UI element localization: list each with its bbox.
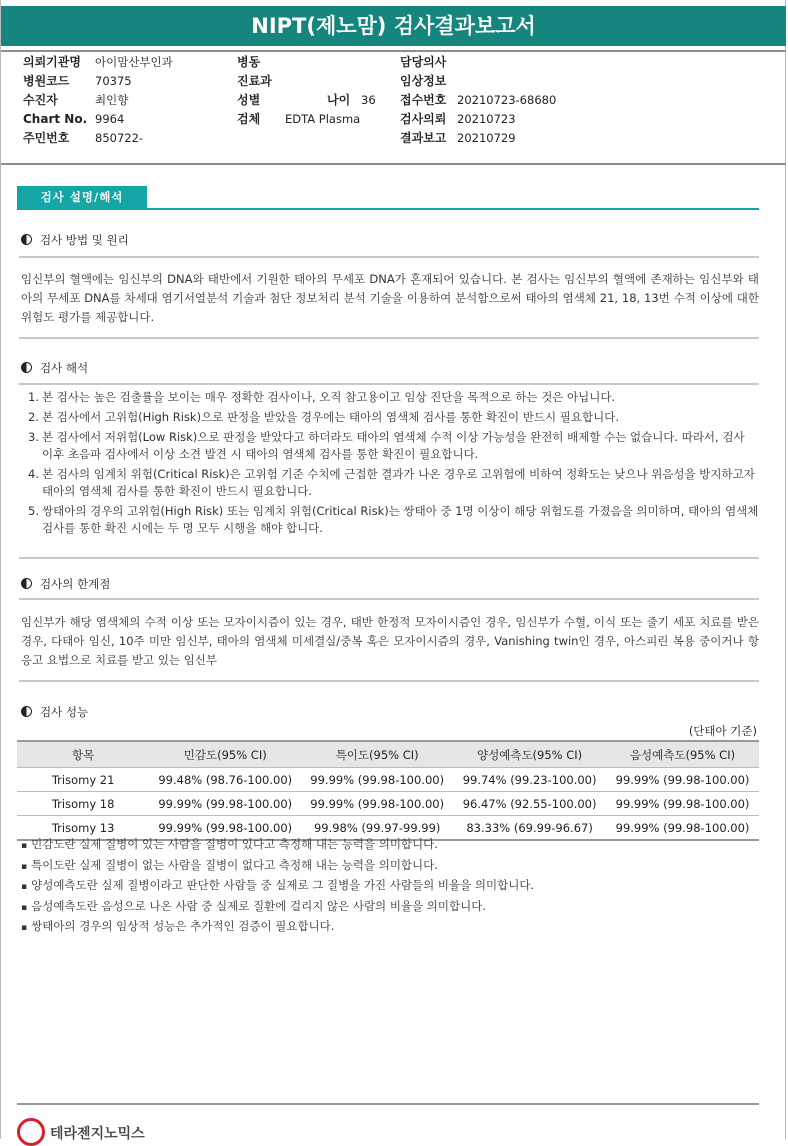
column-header: 음성예측도(95% CI) — [606, 741, 759, 768]
value-request-date: 20210723 — [457, 112, 516, 126]
header-bottom-rule — [1, 163, 786, 165]
list-item-number: 4. — [28, 467, 39, 481]
label-resident-no: 주민번호 — [23, 131, 70, 145]
note-item: ▪ 민감도란 실제 질병이 있는 사람을 질병이 있다고 측정해 내는 능력을 의미합니다. — [21, 835, 534, 856]
list-item-number: 2. — [28, 410, 39, 424]
note-item: ▪ 쌍태아의 경우의 임상적 성능은 추가적인 검증이 필요합니다. — [21, 917, 534, 938]
value-hospital-code: 70375 — [95, 74, 132, 88]
list-item — [21, 503, 759, 537]
label-hospital-code: 병원코드 — [23, 74, 70, 88]
header-col-2 — [237, 53, 376, 129]
table-cell: 99.98% (99.97-99.99) — [301, 816, 453, 841]
list-item-number: 1. — [28, 390, 39, 404]
label-request-date: 검사의뢰 — [400, 112, 447, 126]
label-specimen: 검체 — [237, 112, 261, 126]
label-age: 나이 — [327, 93, 351, 107]
table-row — [17, 768, 759, 792]
interpretation-heading-text: 검사 해석 — [40, 361, 89, 375]
table-cell: Trisomy 13 — [17, 816, 149, 841]
table-header-row — [17, 741, 759, 768]
list-item — [21, 466, 759, 500]
value-receipt-no: 20210723-68680 — [457, 93, 557, 107]
performance-notes — [21, 835, 534, 938]
table-cell: Trisomy 18 — [17, 792, 149, 816]
note-item: ▪ 양성예측도란 실제 질병이라고 판단한 사람들 중 실제로 그 질병을 가진 사람들의 비율을 의미합니다. — [21, 876, 534, 897]
value-hospital: 아이맘산부인과 — [95, 55, 173, 69]
section-tab: 검사 설명/해석 — [17, 186, 147, 208]
label-doctor: 담당의사 — [400, 55, 447, 69]
table-cell: 99.99% (99.98-100.00) — [606, 816, 759, 841]
performance-heading — [21, 704, 88, 720]
label-patient: 수진자 — [23, 93, 58, 107]
section-tab-rule — [17, 208, 759, 210]
list-item — [21, 409, 759, 426]
value-chart-no: 9964 — [95, 112, 125, 126]
table-cell: 99.48% (98.76-100.00) — [149, 768, 301, 792]
divider — [19, 256, 759, 258]
performance-table — [17, 740, 759, 841]
list-item-text: 본 검사는 높은 검출률을 보이는 매우 정확한 검사이나, 오직 참고용이고 임상 진단을 목적으로 하는 것은 아닙니다. — [42, 390, 616, 404]
table-cell: 99.99% (99.98-100.00) — [606, 792, 759, 816]
list-item-number: 5. — [28, 504, 39, 518]
method-heading-text: 검사 방법 및 원리 — [40, 233, 129, 247]
table-cell: Trisomy 21 — [17, 768, 149, 792]
list-item — [21, 389, 759, 406]
table-cell: 99.99% (99.98-100.00) — [606, 768, 759, 792]
table-cell: 99.99% (99.98-100.00) — [149, 816, 301, 841]
unit-note: (단태아 기준) — [688, 724, 757, 738]
table-cell: 99.99% (99.98-100.00) — [149, 792, 301, 816]
label-clinical-info: 임상정보 — [400, 74, 447, 88]
column-header: 민감도(95% CI) — [149, 741, 301, 768]
table-cell: 99.99% (99.98-100.00) — [301, 792, 453, 816]
value-report-date: 20210729 — [457, 131, 516, 145]
column-header: 양성예측도(95% CI) — [453, 741, 606, 768]
half-circle-icon — [21, 362, 32, 373]
list-item-text: 쌍태아의 경우의 고위험(High Risk) 또는 임계치 위험(Critical Risk)는 쌍태아 중 1명 이상이 해당 위험도를 가졌음을 의미하며, 태아의 염색체 검사를 통한 확진 시에는 두 명 모두 시행을 해야 합니다. — [42, 504, 759, 535]
note-item: ▪ 특이도란 실제 질병이 없는 사람을 질병이 없다고 측정해 내는 능력을 의미합니다. — [21, 856, 534, 877]
table-cell: 99.99% (99.98-100.00) — [301, 768, 453, 792]
header-top-rule — [1, 50, 786, 52]
list-item-text: 본 검사에서 저위험(Low Risk)으로 판정을 받았다고 하더라도 태아의 염색체 수적 이상 가능성을 완전히 배제할 수는 없습니다. 따라서, 검사 이후 초음파 검사에서 이상 소견 발견 시 태아의 염색체 검사를 통한 확진이 필요합니다. — [42, 430, 745, 461]
table-cell: 99.74% (99.23-100.00) — [453, 768, 606, 792]
company-logo-icon — [17, 1118, 45, 1146]
interpretation-list — [21, 389, 759, 540]
label-receipt-no: 접수번호 — [400, 93, 447, 107]
half-circle-icon — [21, 234, 32, 245]
column-header: 항목 — [17, 741, 149, 768]
half-circle-icon — [21, 706, 32, 717]
list-item-text: 본 검사에서 고위험(High Risk)으로 판정을 받았을 경우에는 태아의 염색체 검사를 통한 확진이 반드시 필요합니다. — [42, 410, 619, 424]
half-circle-icon — [21, 578, 32, 589]
table-cell: 83.33% (69.99-96.67) — [453, 816, 606, 841]
interpretation-heading — [21, 360, 88, 376]
value-patient: 최인향 — [95, 93, 129, 107]
list-item-number: 3. — [28, 430, 39, 444]
table-cell: 96.47% (92.55-100.00) — [453, 792, 606, 816]
report-title: NIPT(제노맘) 검사결과보고서 — [1, 6, 786, 46]
label-ward: 병동 — [237, 55, 261, 69]
method-text: 임신부의 혈액에는 임신부의 DNA와 태반에서 기원한 태아의 무세포 DNA가 혼재되어 있습니다. 본 검사는 임신부의 혈액에 존재하는 임신부와 태아의 무세포 DNA를 차세대 염기서열분석 기술과 첨단 정보처리 분석 기술을 이용하여 분석함으로써 태아의 염색체 21, 18, 13번 수적 이상에 대한 위험도 평가를 제공합니다. — [21, 272, 760, 324]
column-header: 특이도(95% CI) — [301, 741, 453, 768]
list-item-text: 본 검사의 임계치 위험(Critical Risk)은 고위험 기준 수치에 근접한 결과가 나온 경우로 고위험에 비하여 정확도는 낮으나 위음성을 방지하고자 태아의 염색체 검사를 통한 확진이 반드시 필요합니다. — [42, 467, 755, 498]
value-specimen: EDTA Plasma — [285, 112, 361, 126]
header-col-3 — [400, 53, 556, 148]
company-logo-text: 테라젠지노믹스 — [50, 1126, 145, 1142]
list-item — [21, 429, 759, 463]
method-heading — [21, 232, 129, 248]
limitations-text: 임신부가 해당 염색체의 수적 이상 또는 모자이시즘이 있는 경우, 태반 한정적 모자이시즘인 경우, 임신부가 수혈, 이식 또는 줄기 세포 치료를 받은 경우, 다태아 임신, 10주 미만 임신부, 태아의 염색체 미세결실/중복 혹은 모자이시즘의 경우, Vanishing twin인 경우, 아스피린 복용 중이거나 항 응고 요법으로 치료를 받고 있는 임신부 — [21, 615, 759, 667]
table-row — [17, 792, 759, 816]
label-department: 진료과 — [237, 74, 272, 88]
label-chart-no: Chart No. — [23, 112, 88, 126]
label-hospital: 의뢰기관명 — [23, 55, 81, 69]
limitations-heading-text: 검사의 한계점 — [40, 577, 111, 591]
divider — [19, 598, 759, 600]
value-resident-no: 850722- — [95, 131, 144, 145]
label-sex: 성별 — [237, 93, 261, 107]
label-report-date: 결과보고 — [400, 131, 447, 145]
limitations-heading — [21, 576, 110, 592]
divider — [19, 557, 759, 559]
divider — [19, 680, 759, 682]
divider — [19, 337, 759, 339]
footer-rule — [17, 1103, 759, 1105]
note-item: ▪ 음성예측도란 음성으로 나온 사람 중 실제로 질환에 걸리지 않은 사람의 비율을 의미합니다. — [21, 897, 534, 918]
header-col-1 — [23, 53, 173, 148]
performance-heading-text: 검사 성능 — [40, 705, 89, 719]
divider — [19, 383, 759, 385]
value-age: 36 — [361, 93, 376, 107]
